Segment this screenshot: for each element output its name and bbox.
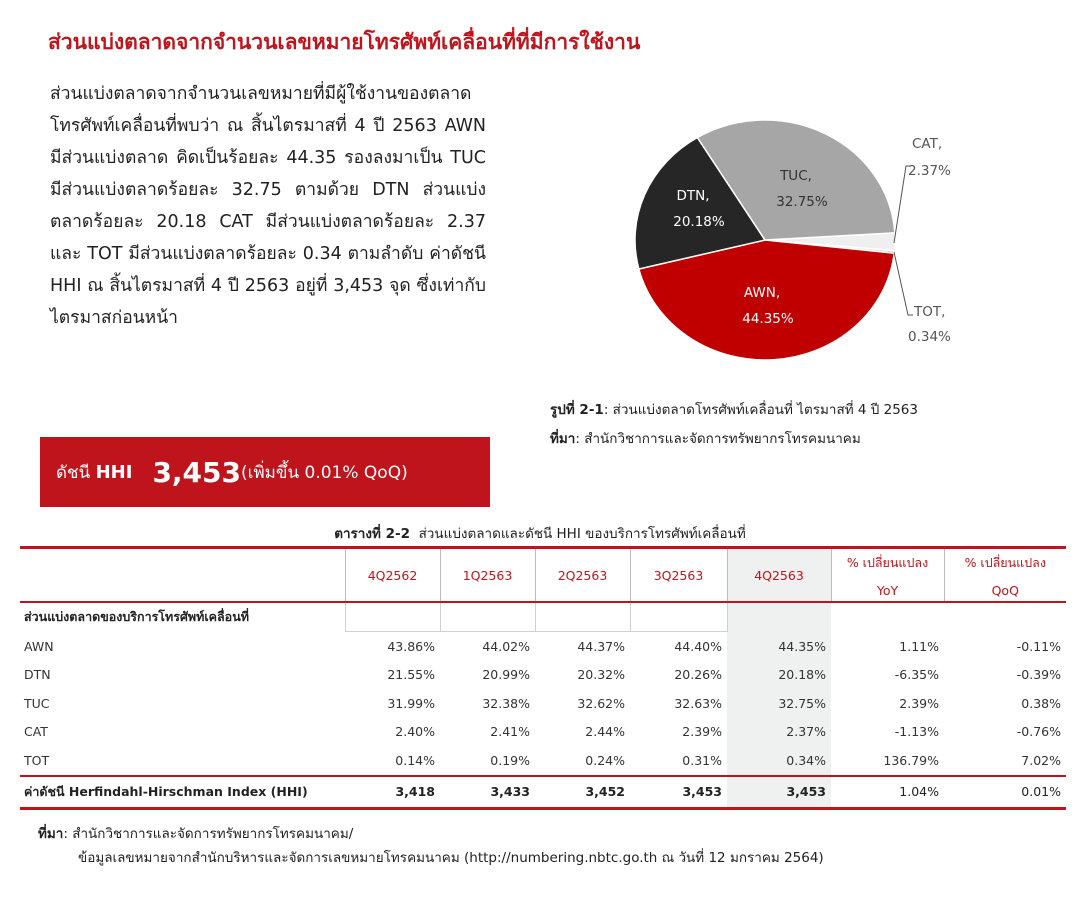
section-blank-cell xyxy=(944,602,1066,632)
operator-name: AWN xyxy=(24,638,54,654)
table-header-row xyxy=(20,548,1066,603)
market-share-pie-chart xyxy=(600,100,1000,380)
table-row xyxy=(20,718,1066,747)
yoy-header xyxy=(831,548,944,603)
qoq-cell: 0.38% xyxy=(1021,695,1061,711)
pie-value-dtn: 20.18% xyxy=(673,214,725,230)
table-row xyxy=(20,746,1066,776)
column-header: 4Q2563 xyxy=(727,548,831,603)
table-caption-label: ตารางที่ 2-2 xyxy=(334,526,410,542)
hhi-label-bold: HHI xyxy=(95,461,133,483)
operator-name: CAT xyxy=(24,724,48,740)
table-source-label: ที่มา xyxy=(38,826,64,842)
share-cell: 2.39% xyxy=(682,724,722,740)
qoq-header-line1: % เปลี่ยนแปลง xyxy=(964,554,1046,570)
figure-caption xyxy=(550,398,918,420)
yoy-cell: 2.39% xyxy=(899,695,939,711)
qoq-cell: -0.76% xyxy=(1016,724,1061,740)
hhi-cell: 3,453 xyxy=(630,776,727,809)
section-blank-cell xyxy=(345,602,440,632)
header-blank-cell xyxy=(20,548,345,603)
yoy-header-line1: % เปลี่ยนแปลง xyxy=(846,554,929,570)
qoq-header xyxy=(944,548,1066,603)
qoq-header-line2: QoQ xyxy=(991,582,1019,598)
hhi-cell: 3,418 xyxy=(345,776,440,809)
share-cell: 44.37% xyxy=(577,638,625,654)
hhi-cell: 3,453 xyxy=(727,776,831,809)
figure-source-text: : สำนักวิชาการและจัดการทรัพยากรโทรคมนาคม xyxy=(575,431,861,447)
section-blank-cell xyxy=(831,602,944,632)
pie-label-tot: TOT, xyxy=(914,304,946,320)
share-cell: 31.99% xyxy=(387,695,435,711)
hhi-total-label: ค่าดัชนี Herfindahl-Hirschman Index (HHI) xyxy=(20,776,345,809)
share-cell: 44.02% xyxy=(482,638,530,654)
figure-caption-label: รูปที่ 2-1 xyxy=(550,402,604,418)
share-cell: 20.32% xyxy=(577,667,625,683)
yoy-cell: -6.35% xyxy=(894,667,939,683)
share-cell: 44.40% xyxy=(674,638,722,654)
section-blank-cell xyxy=(535,602,630,632)
pie-value-cat: 2.37% xyxy=(908,163,951,179)
pie-value-awn: 44.35% xyxy=(742,311,794,327)
leader-line-tot xyxy=(894,252,913,315)
column-header: 4Q2562 xyxy=(345,548,440,603)
share-cell: 0.31% xyxy=(682,752,722,768)
yoy-cell: -1.13% xyxy=(894,724,939,740)
table-caption-text: ส่วนแบ่งตลาดและดัชนี HHI ของบริการโทรศัพท์เคลื่อนที่ xyxy=(418,526,746,542)
share-cell: 32.75% xyxy=(727,689,831,718)
summary-paragraph: ส่วนแบ่งตลาดจากจำนวนเลขหมายที่มีผู้ใช้งานของตลาดโทรศัพท์เคลื่อนที่พบว่า ณ สิ้นไตรมาสที่ 4 ปี 2563 AWN มีส่วนแบ่งตลาด คิดเป็นร้อยละ 44.35 รองลงมาเป็น TUC มีส่วนแบ่งตลาดร้อยละ 32.75 ตามด้วย DTN ส่วนแบ่งตลาดร้อยละ 20.18 CAT มีส่วนแบ่งตลาดร้อยละ 2.37 และ TOT มีส่วนแบ่งตลาดร้อยละ 0.34 ตามลำดับ ค่าดัชนี HHI ณ สิ้นไตรมาสที่ 4 ปี 2563 อยู่ที่ 3,453 จุด ซึ่งเท่ากับไตรมาสก่อนหน้า xyxy=(50,84,486,328)
hhi-change: (เพิ่มขึ้น 0.01% QoQ) xyxy=(241,462,408,483)
table-source-text1: : สำนักวิชาการและจัดการทรัพยากรโทรคมนาคม/ xyxy=(63,826,354,842)
share-cell: 44.35% xyxy=(727,632,831,661)
column-header: 2Q2563 xyxy=(535,548,630,603)
figure-source-label: ที่มา xyxy=(550,431,576,447)
table-source xyxy=(38,822,824,870)
hhi-label xyxy=(56,459,132,486)
share-cell: 32.62% xyxy=(577,695,625,711)
operator-name: TOT xyxy=(24,752,50,768)
column-header: 3Q2563 xyxy=(630,548,727,603)
hhi-highlight-box xyxy=(40,437,490,507)
pie-value-tuc: 32.75% xyxy=(776,194,828,210)
section-blank-cell xyxy=(630,602,727,632)
hhi-label-prefix: ดัชนี xyxy=(56,462,91,483)
share-cell: 2.44% xyxy=(585,724,625,740)
market-share-table xyxy=(20,546,1066,810)
section-row xyxy=(20,602,1066,632)
qoq-cell: 7.02% xyxy=(1021,752,1061,768)
pie-label-awn: AWN, xyxy=(743,285,781,301)
yoy-cell: 1.11% xyxy=(899,638,939,654)
section-title: ส่วนแบ่งตลาดจากจำนวนเลขหมายโทรศัพท์เคลื่อนที่ที่มีการใช้งาน xyxy=(48,30,641,54)
section-blank-cell xyxy=(440,602,535,632)
pie-label-cat: CAT, xyxy=(912,136,943,152)
table-row xyxy=(20,632,1066,661)
share-cell: 43.86% xyxy=(387,638,435,654)
hhi-value: 3,453 xyxy=(152,455,242,489)
share-cell: 0.19% xyxy=(490,752,530,768)
section-label: ส่วนแบ่งตลาดของบริการโทรศัพท์เคลื่อนที่ xyxy=(24,609,249,625)
operator-name: DTN xyxy=(24,667,51,683)
pie-value-tot: 0.34% xyxy=(908,329,951,345)
table-row xyxy=(20,661,1066,690)
table-row xyxy=(20,689,1066,718)
share-cell: 2.41% xyxy=(490,724,530,740)
share-cell: 21.55% xyxy=(387,667,435,683)
table-source-line2: ข้อมูลเลขหมายจากสำนักบริหารและจัดการเลขหมายโทรคมนาคม (http://numbering.nbtc.go.th ณ วันที่ 12 มกราคม 2564) xyxy=(78,850,824,866)
share-cell: 2.37% xyxy=(727,718,831,747)
hhi-total-row xyxy=(20,776,1066,809)
share-cell: 0.14% xyxy=(395,752,435,768)
share-cell: 32.38% xyxy=(482,695,530,711)
pie-label-tuc: TUC, xyxy=(780,168,812,184)
hhi-cell: 3,433 xyxy=(440,776,535,809)
section-blank-cell xyxy=(727,602,831,632)
figure-caption-text: : ส่วนแบ่งตลาดโทรศัพท์เคลื่อนที่ ไตรมาสที่ 4 ปี 2563 xyxy=(603,402,918,418)
share-cell: 20.99% xyxy=(482,667,530,683)
pie-label-dtn: DTN, xyxy=(676,188,710,204)
share-cell: 0.24% xyxy=(585,752,625,768)
share-cell: 0.34% xyxy=(727,746,831,776)
share-cell: 2.40% xyxy=(395,724,435,740)
hhi-yoy-cell: 1.04% xyxy=(831,776,944,809)
hhi-qoq-cell: 0.01% xyxy=(944,776,1066,809)
qoq-cell: -0.11% xyxy=(1016,638,1061,654)
table-source-line1 xyxy=(38,822,824,846)
table-caption xyxy=(0,522,1080,544)
hhi-cell: 3,452 xyxy=(535,776,630,809)
operator-name: TUC xyxy=(24,695,50,711)
share-cell: 20.26% xyxy=(674,667,722,683)
share-cell: 32.63% xyxy=(674,695,722,711)
figure-source xyxy=(550,427,861,449)
qoq-cell: -0.39% xyxy=(1016,667,1061,683)
yoy-cell: 136.79% xyxy=(883,752,939,768)
column-header: 1Q2563 xyxy=(440,548,535,603)
share-cell: 20.18% xyxy=(727,661,831,690)
yoy-header-line2: YoY xyxy=(876,582,899,598)
